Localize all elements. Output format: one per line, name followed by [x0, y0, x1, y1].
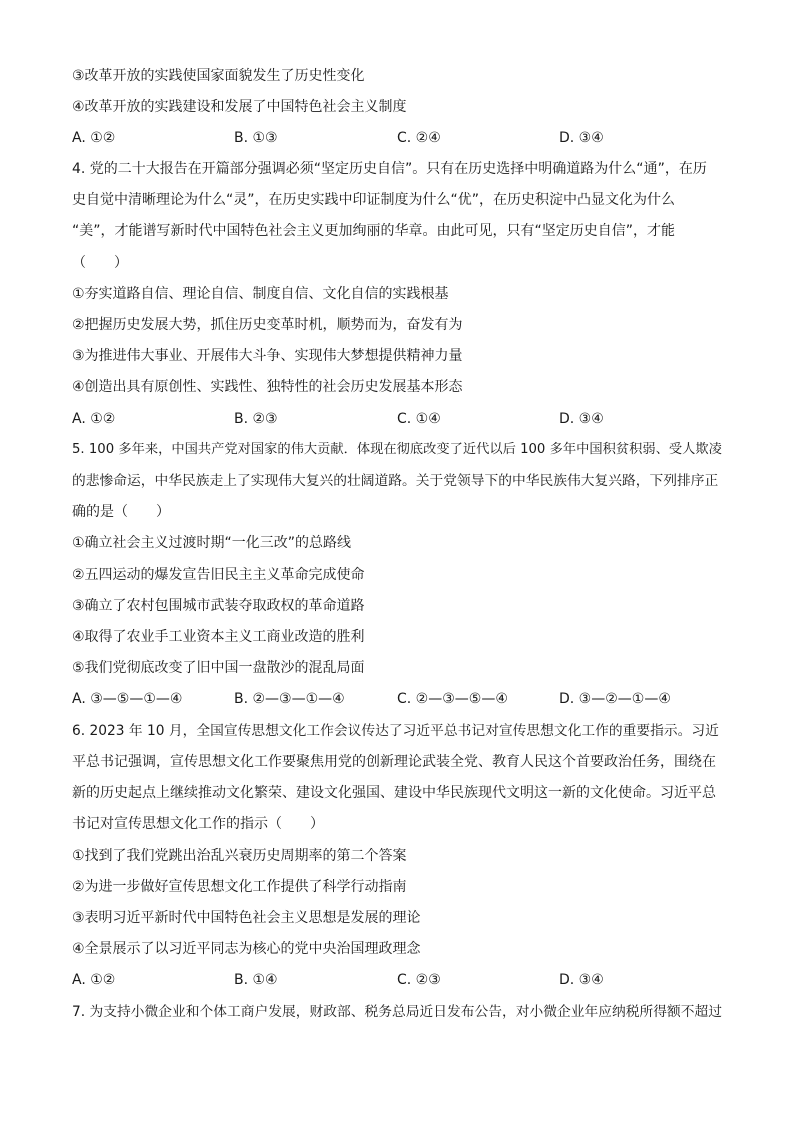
q4-stem-line: “美”，才能谱写新时代中国特色社会主义更加绚丽的华章。由此可见，只有“坚定历史自信”，才能: [72, 223, 676, 239]
q5-item-5: ⑤我们党彻底改变了旧中国一盘散沙的混乱局面: [72, 660, 365, 676]
q3-option-b[interactable]: B. ①③: [234, 130, 278, 146]
q4-item-1: ①夯实道路自信、理论自信、制度自信、文化自信的实践根基: [72, 286, 449, 302]
q4-option-b[interactable]: B. ②③: [234, 411, 278, 427]
q4-answer-blank: （ ）: [72, 255, 128, 271]
q4-item-3: ③为推进伟大事业、开展伟大斗争、实现伟大梦想提供精神力量: [72, 348, 463, 364]
q3-options: [72, 128, 732, 148]
q4-stem-line: 4. 党的二十大报告在开篇部分强调必须“坚定历史自信”。只有在历史选择中明确道路为什么“通”，在历: [72, 161, 707, 177]
q4-item-2: ②把握历史发展大势，抓住历史变革时机，顺势而为，奋发有为: [72, 317, 463, 333]
q6-item-2: ②为进一步做好宣传思想文化工作提供了科学行动指南: [72, 879, 407, 895]
q5-options: [72, 689, 732, 709]
q4-option-c[interactable]: C. ①④: [397, 411, 441, 427]
q5-option-b[interactable]: B. ②—③—①—④: [234, 691, 345, 707]
q6-option-d[interactable]: D. ③④: [559, 972, 604, 988]
q6-stem-line: 6. 2023 年 10 月，全国宣传思想文化工作会议传达了习近平总书记对宣传思想文化工作的重要指示。习近: [72, 723, 719, 739]
q6-stem-line: 新的历史起点上继续推动文化繁荣、建设文化强国、建设中华民族现代文明这一新的文化使命。习近平总: [72, 785, 716, 801]
q5-item-4: ④取得了农业手工业资本主义工商业改造的胜利: [72, 629, 365, 645]
q3-option-c[interactable]: C. ②④: [397, 130, 441, 146]
q4-option-d[interactable]: D. ③④: [559, 411, 604, 427]
q6-item-4: ④全景展示了以习近平同志为核心的党中央治国理政理念: [72, 941, 421, 957]
q5-stem-line: 的悲惨命运，中华民族走上了实现伟大复兴的壮阔道路。关于党领导下的中华民族伟大复兴路，下列排序正: [72, 473, 719, 489]
q5-option-c[interactable]: C. ②—③—⑤—④: [397, 691, 508, 707]
q6-options: [72, 970, 732, 990]
q5-item-1: ①确立社会主义过渡时期“一化三改”的总路线: [72, 535, 352, 551]
q6-stem-line: 书记对宣传思想文化工作的指示（ ）: [72, 816, 324, 832]
q6-option-a[interactable]: A. ①②: [72, 972, 116, 988]
q6-item-3: ③表明习近平新时代中国特色社会主义思想是发展的理论: [72, 910, 421, 926]
q4-stem-line: 史自觉中清晰理论为什么“灵”，在历史实践中印证制度为什么“优”，在历史积淀中凸显文化为什么: [72, 192, 676, 208]
q3-item-4: ④改革开放的实践建设和发展了中国特色社会主义制度: [72, 99, 407, 115]
q6-stem-line: 平总书记强调，宣传思想文化工作要聚焦用党的创新理论武装全党、教育人民这个首要政治任务，围绕在: [72, 754, 716, 770]
q3-option-a[interactable]: A. ①②: [72, 130, 116, 146]
q6-item-1: ①找到了我们党跳出治乱兴衰历史周期率的第二个答案: [72, 848, 407, 864]
q5-option-d[interactable]: D. ③—②—①—④: [559, 691, 671, 707]
q6-option-c[interactable]: C. ②③: [397, 972, 441, 988]
q5-stem-line: 5. 100 多年来，中国共产党对国家的伟大贡献．体现在彻底改变了近代以后 100 多年中国积贫积弱、受人欺凌: [72, 442, 722, 457]
q3-option-d[interactable]: D. ③④: [559, 130, 604, 146]
q3-item-3: ③改革开放的实践使国家面貌发生了历史性变化: [72, 68, 365, 84]
q7-stem-line: 7. 为支持小微企业和个体工商户发展，财政部、税务总局近日发布公告，对小微企业年应纳税所得额不超过: [72, 1004, 722, 1020]
q6-option-b[interactable]: B. ①④: [234, 972, 278, 988]
q5-item-3: ③确立了农村包围城市武装夺取政权的革命道路: [72, 598, 365, 614]
q4-item-4: ④创造出具有原创性、实践性、独特性的社会历史发展基本形态: [72, 379, 463, 395]
q5-item-2: ②五四运动的爆发宣告旧民主主义革命完成使命: [72, 567, 365, 583]
q5-stem-line: 确的是（ ）: [72, 504, 170, 520]
q4-option-a[interactable]: A. ①②: [72, 411, 116, 427]
q5-option-a[interactable]: A. ③—⑤—①—④: [72, 691, 183, 707]
q4-options: [72, 409, 732, 429]
